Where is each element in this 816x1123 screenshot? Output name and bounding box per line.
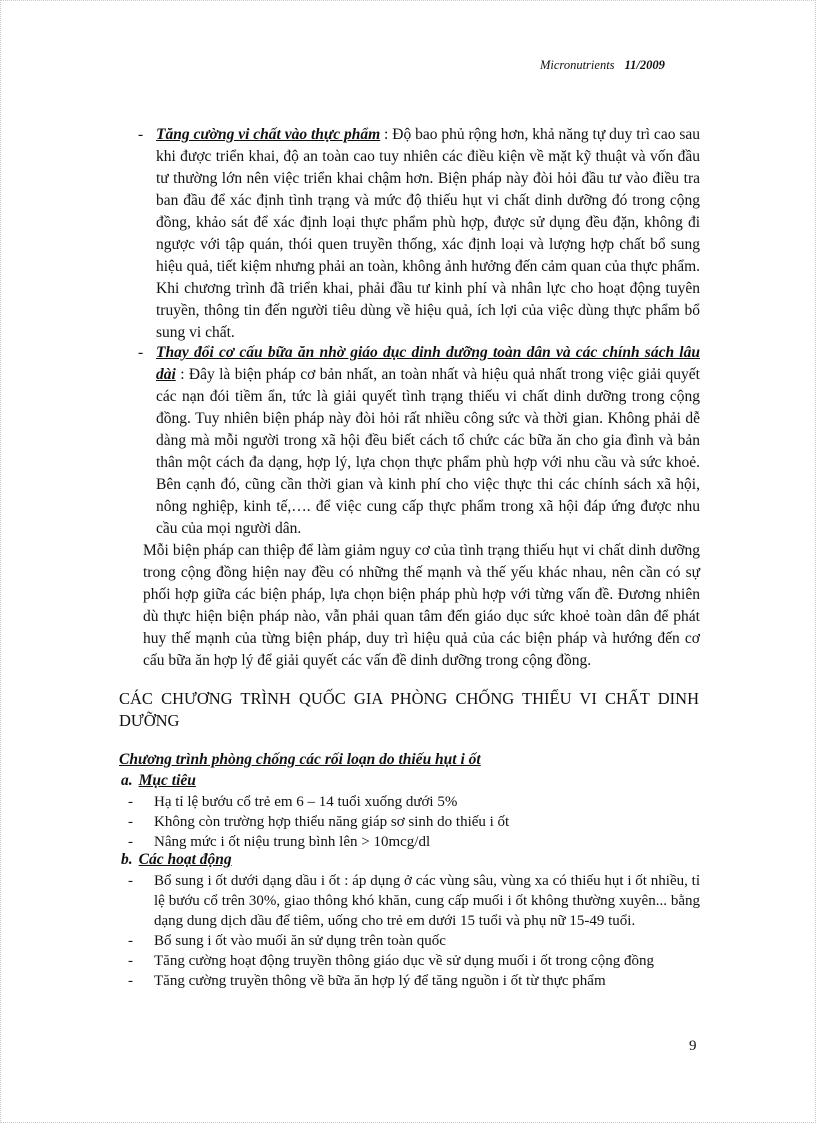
- list-item: - Bổ sung i ốt vào muối ăn sử dụng trên toàn quốc: [128, 931, 700, 951]
- activities-heading: [121, 851, 232, 869]
- bullet-text: [156, 124, 700, 344]
- bullet-dash: -: [138, 344, 144, 361]
- bullet-item-diet-change: [138, 342, 700, 540]
- bullet-body: : Độ bao phủ rộng hơn, khả năng tự duy trì cao sau khi được triển khai, độ an toàn cao tuy nhiên các điều kiện về mặt kỹ thuật và vốn đầu tư thường lớn nên việc triển khai chậm hơn. Biện pháp này đòi hỏi đầu tư vào điều tra ban đầu để xác định tình trạng và mức độ thiếu hụt vi chất dinh dưỡng đó trong cộng đồng, khảo sát để xác định loại thực phẩm phù hợp, được sử dụng đều đặn, không đi ngược với tập quán, thói quen truyền thống, xác định loại và lượng hợp chất bổ sung hiệu quả, tiết kiệm nhưng phải an toàn, không ảnh hưởng đến cảm quan của thực phẩm. Khi chương trình đã triển khai, phải đầu tư kinh phí và nhân lực cho hoạt động tuyên truyền, thông tin đến người tiêu dùng về hiệu quả, ích lợi của việc dùng thực phẩm bổ sung vi chất.: [156, 126, 700, 341]
- bullet-text: [156, 342, 700, 540]
- bullet-title: Thay đổi cơ cấu bữa ăn nhờ giáo dục dinh dưỡng toàn dân và các chính sách lâu dài: [156, 344, 700, 383]
- bullet-item-food-fortification: [138, 124, 700, 344]
- summary-paragraph: Mỗi biện pháp can thiệp để làm giảm nguy cơ của tình trạng thiếu hụt vi chất dinh dưỡng trong cộng đồng hiện nay đều có những thế mạnh và thế yếu khác nhau, nên cần có sự phối hợp giữa các biện pháp, lựa chọn biện pháp phù hợp với từng vấn đề. Đương nhiên dù thực hiện biện pháp nào, vẫn phải quan tâm đến giáo dục sức khoẻ toàn dân để phát huy thế mạnh của từng biện pháp, duy trì hiệu quả của các biện pháp và hướng đến cơ cấu bữa ăn hợp lý để giải quyết các vấn đề dinh dưỡng trong cộng đồng.: [143, 542, 700, 669]
- objectives-title: Mục tiêu: [138, 772, 196, 789]
- activities-list: [128, 871, 700, 991]
- list-item: - Tăng cường hoạt động truyền thông giáo dục về sử dụng muối i ốt trong cộng đồng: [128, 951, 700, 971]
- list-item: - Không còn trường hợp thiểu năng giáp sơ sinh do thiếu i ốt: [128, 812, 700, 832]
- objectives-heading: [121, 772, 196, 790]
- objectives-list: [128, 792, 700, 852]
- page-number: 9: [689, 1038, 697, 1054]
- objectives-letter: a.: [121, 772, 133, 789]
- section-heading: CÁC CHƯƠNG TRÌNH QUỐC GIA PHÒNG CHỐNG THIẾU VI CHẤT DINH DƯỠNG: [119, 689, 699, 730]
- list-item: - Bổ sung i ốt dưới dạng dầu i ốt : áp dụng ở các vùng sâu, vùng xa có thiếu hụt i ốt nhiều, tỉ lệ bướu cổ trên 30%, giao thông khó khăn, cung cấp muối i ốt không thường xuyên... bằng dạng dung dịch dầu để tiêm, uống cho trẻ em dưới 15 tuổi và phụ nữ 15-49 tuổi.: [128, 871, 700, 931]
- program-title: Chương trình phòng chống các rối loạn do thiếu hụt i ốt: [119, 751, 481, 768]
- bullet-body: : Đây là biện pháp cơ bản nhất, an toàn nhất và hiệu quả nhất trong việc giải quyết các nạn đói tiềm ẩn, tức là giải quyết tình trạng thiếu vi chất dinh dưỡng trong cộng đồng. Tuy nhiên biện pháp này đòi hỏi rất nhiều công sức và thời gian. Không phải dễ dàng mà mỗi người trong xã hội đều biết cách tổ chức các bữa ăn cho gia đình và bản thân một cách đa dạng, hợp lý, lựa chọn thực phẩm phù hợp với nhu cầu và sức khoẻ. Bên cạnh đó, cũng cần thời gian và kinh phí cho việc thực thi các chính sách xã hội, nông nghiệp, kinh tế,…. để việc cung cấp thực phẩm trong xã hội đáp ứng được nhu cầu của mọi người dân.: [156, 366, 700, 537]
- running-header: [540, 58, 665, 73]
- activities-title: Các hoạt động: [138, 851, 232, 868]
- bullet-dash: -: [138, 126, 144, 143]
- list-item: - Nâng mức i ốt niệu trung bình lên > 10mcg/dl: [128, 832, 700, 852]
- bullet-title: Tăng cường vi chất vào thực phẩm: [156, 126, 381, 143]
- activities-letter: b.: [121, 851, 133, 868]
- header-date: 11/2009: [624, 58, 665, 72]
- list-item: - Hạ tỉ lệ bướu cổ trẻ em 6 – 14 tuổi xuống dưới 5%: [128, 792, 700, 812]
- list-item: - Tăng cường truyền thông về bữa ăn hợp lý để tăng nguồn i ốt từ thực phẩm: [128, 971, 700, 991]
- header-title: Micronutrients: [540, 58, 615, 72]
